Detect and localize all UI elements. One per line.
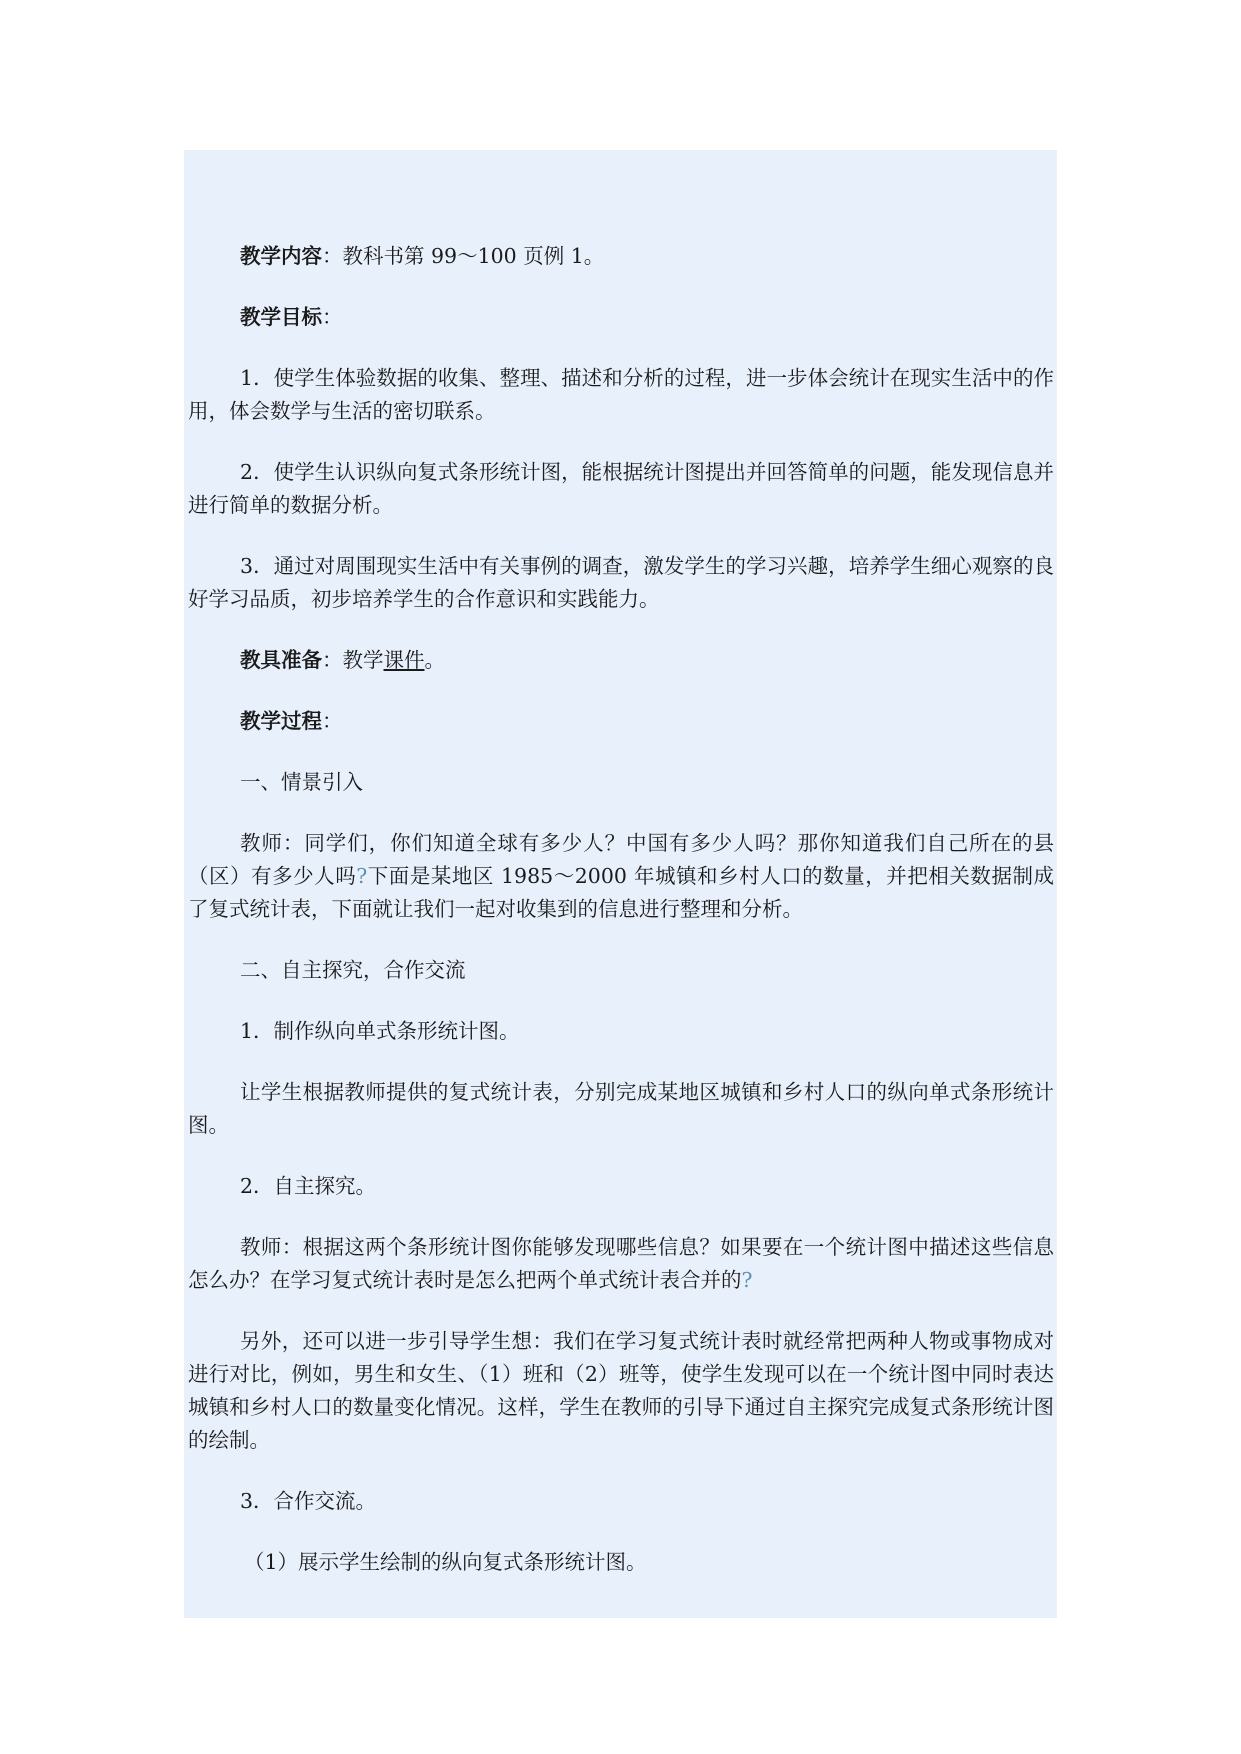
goal-item-3: 3．通过对周围现实生活中有关事例的调查，激发学生的学习兴趣，培养学生细心观察的良好学习品质，初步培养学生的合作意识和实践能力。 [188, 554, 1054, 611]
teacher-intro-question-mark: ? [356, 864, 368, 888]
teacher-intro-part-b: 下面是某地区 1985～2000 年城镇和乡村人口的数量，并把相关数据制成了复式统计表，下面就让我们一起对收集到的信息进行整理和分析。 [188, 864, 1055, 921]
section-1-heading: 一、情景引入 [240, 770, 363, 794]
teaching-tools-sep: ： [322, 648, 343, 672]
teaching-tools-suffix: 。 [424, 648, 445, 672]
teaching-content-text: 教科书第 99～100 页例 1。 [342, 244, 605, 268]
goal-item-2: 2．使学生认识纵向复式条形统计图，能根据统计图提出并回答简单的问题，能发现信息并进行简单的数据分析。 [188, 460, 1054, 517]
step-1-heading: 1．制作纵向单式条形统计图。 [240, 1019, 520, 1043]
courseware-link[interactable]: 课件 [383, 648, 425, 672]
goal-item-1: 1．使学生体验数据的收集、整理、描述和分析的过程，进一步体会统计在现实生活中的作用，体会数学与生活的密切联系。 [188, 366, 1054, 423]
section-2-heading: 二、自主探究，合作交流 [240, 958, 466, 982]
teacher-intro-part-a: 教师：同学们，你们知道全球有多少人？中国有多少人吗？那你知道我们自己所在的县（区）有多少人吗 [188, 831, 1054, 888]
goals-heading-colon: ： [322, 305, 343, 329]
process-heading [188, 705, 1054, 738]
step-2-text-part-a: 教师：根据这两个条形统计图你能够发现哪些信息？如果要在一个统计图中描述这些信息怎么办？在学习复式统计表时是怎么把两个单式统计表合并的 [188, 1235, 1054, 1292]
teaching-content-sep: ： [322, 244, 343, 268]
teaching-content [188, 240, 1054, 273]
step-3-item-1: （1）展示学生绘制的纵向复式条形统计图。 [244, 1550, 647, 1574]
step-3-heading: 3．合作交流。 [240, 1489, 377, 1513]
document-body [188, 240, 1054, 1607]
teaching-tools-prefix: 教学 [342, 648, 384, 672]
step-2-text [188, 1231, 1054, 1297]
goals-heading-label: 教学目标 [240, 305, 322, 329]
teaching-content-label: 教学内容 [240, 244, 322, 268]
step-1-text: 让学生根据教师提供的复式统计表，分别完成某地区城镇和乡村人口的纵向单式条形统计图。 [188, 1080, 1054, 1137]
step-2-question-mark: ? [741, 1268, 753, 1292]
teaching-tools-label: 教具准备 [240, 648, 322, 672]
step-2-more: 另外，还可以进一步引导学生想：我们在学习复式统计表时就经常把两种人物或事物成对进行对比，例如，男生和女生、（1）班和（2）班等，使学生发现可以在一个统计图中同时表达城镇和乡村人口的数量变化情况。这样，学生在教师的引导下通过自主探究完成复式条形统计图的绘制。 [188, 1329, 1054, 1452]
step-2-heading: 2．自主探究。 [240, 1174, 377, 1198]
goals-heading [188, 301, 1054, 334]
teacher-intro [188, 827, 1054, 926]
teaching-tools [188, 644, 1054, 677]
process-heading-label: 教学过程 [240, 709, 322, 733]
process-heading-colon: ： [322, 709, 343, 733]
